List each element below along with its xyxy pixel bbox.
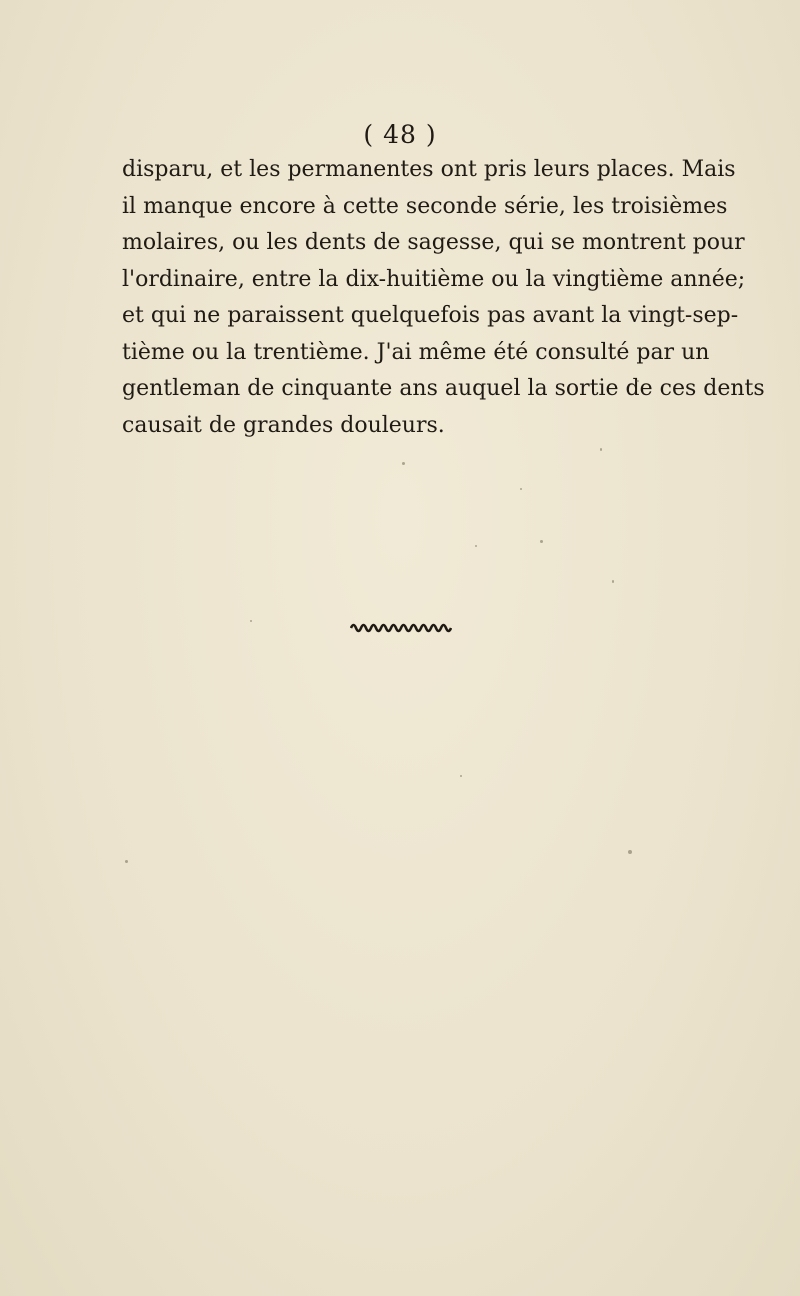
body-paragraph	[122, 152, 765, 444]
text-line: disparu, et les permanentes ont pris leurs places. Mais	[122, 157, 736, 182]
paper-speck	[475, 545, 477, 547]
paper-speck	[540, 540, 543, 543]
paper-speck	[125, 860, 128, 863]
paper-speck	[520, 488, 522, 490]
page-number: ( 48 )	[363, 120, 437, 149]
paper-speck	[460, 775, 462, 777]
text-line: il manque encore à cette seconde série, les troisièmes	[122, 193, 728, 219]
text-line: molaires, ou les dents de sagesse, qui se montrent pour	[122, 230, 745, 255]
paper-speck	[250, 620, 252, 622]
paper-speck	[402, 462, 405, 465]
paper-speck	[600, 448, 602, 451]
paper-speck	[636, 380, 639, 382]
text-line: et qui ne paraissent quelquefois pas avant la vingt-sep-	[122, 303, 739, 328]
text-line: causait de grandes douleurs.	[122, 412, 445, 438]
paper-speck	[300, 420, 302, 422]
text-line: gentleman de cinquante ans auquel la sortie de ces dents	[122, 376, 765, 401]
paper-speck	[612, 580, 614, 583]
wavy-line-ornament	[350, 621, 452, 635]
text-line: l'ordinaire, entre la dix-huitième ou la vingtième année;	[122, 266, 746, 292]
text-line: tième ou la trentième. J'ai même été consulté par un	[122, 339, 710, 365]
paper-speck	[628, 850, 632, 854]
